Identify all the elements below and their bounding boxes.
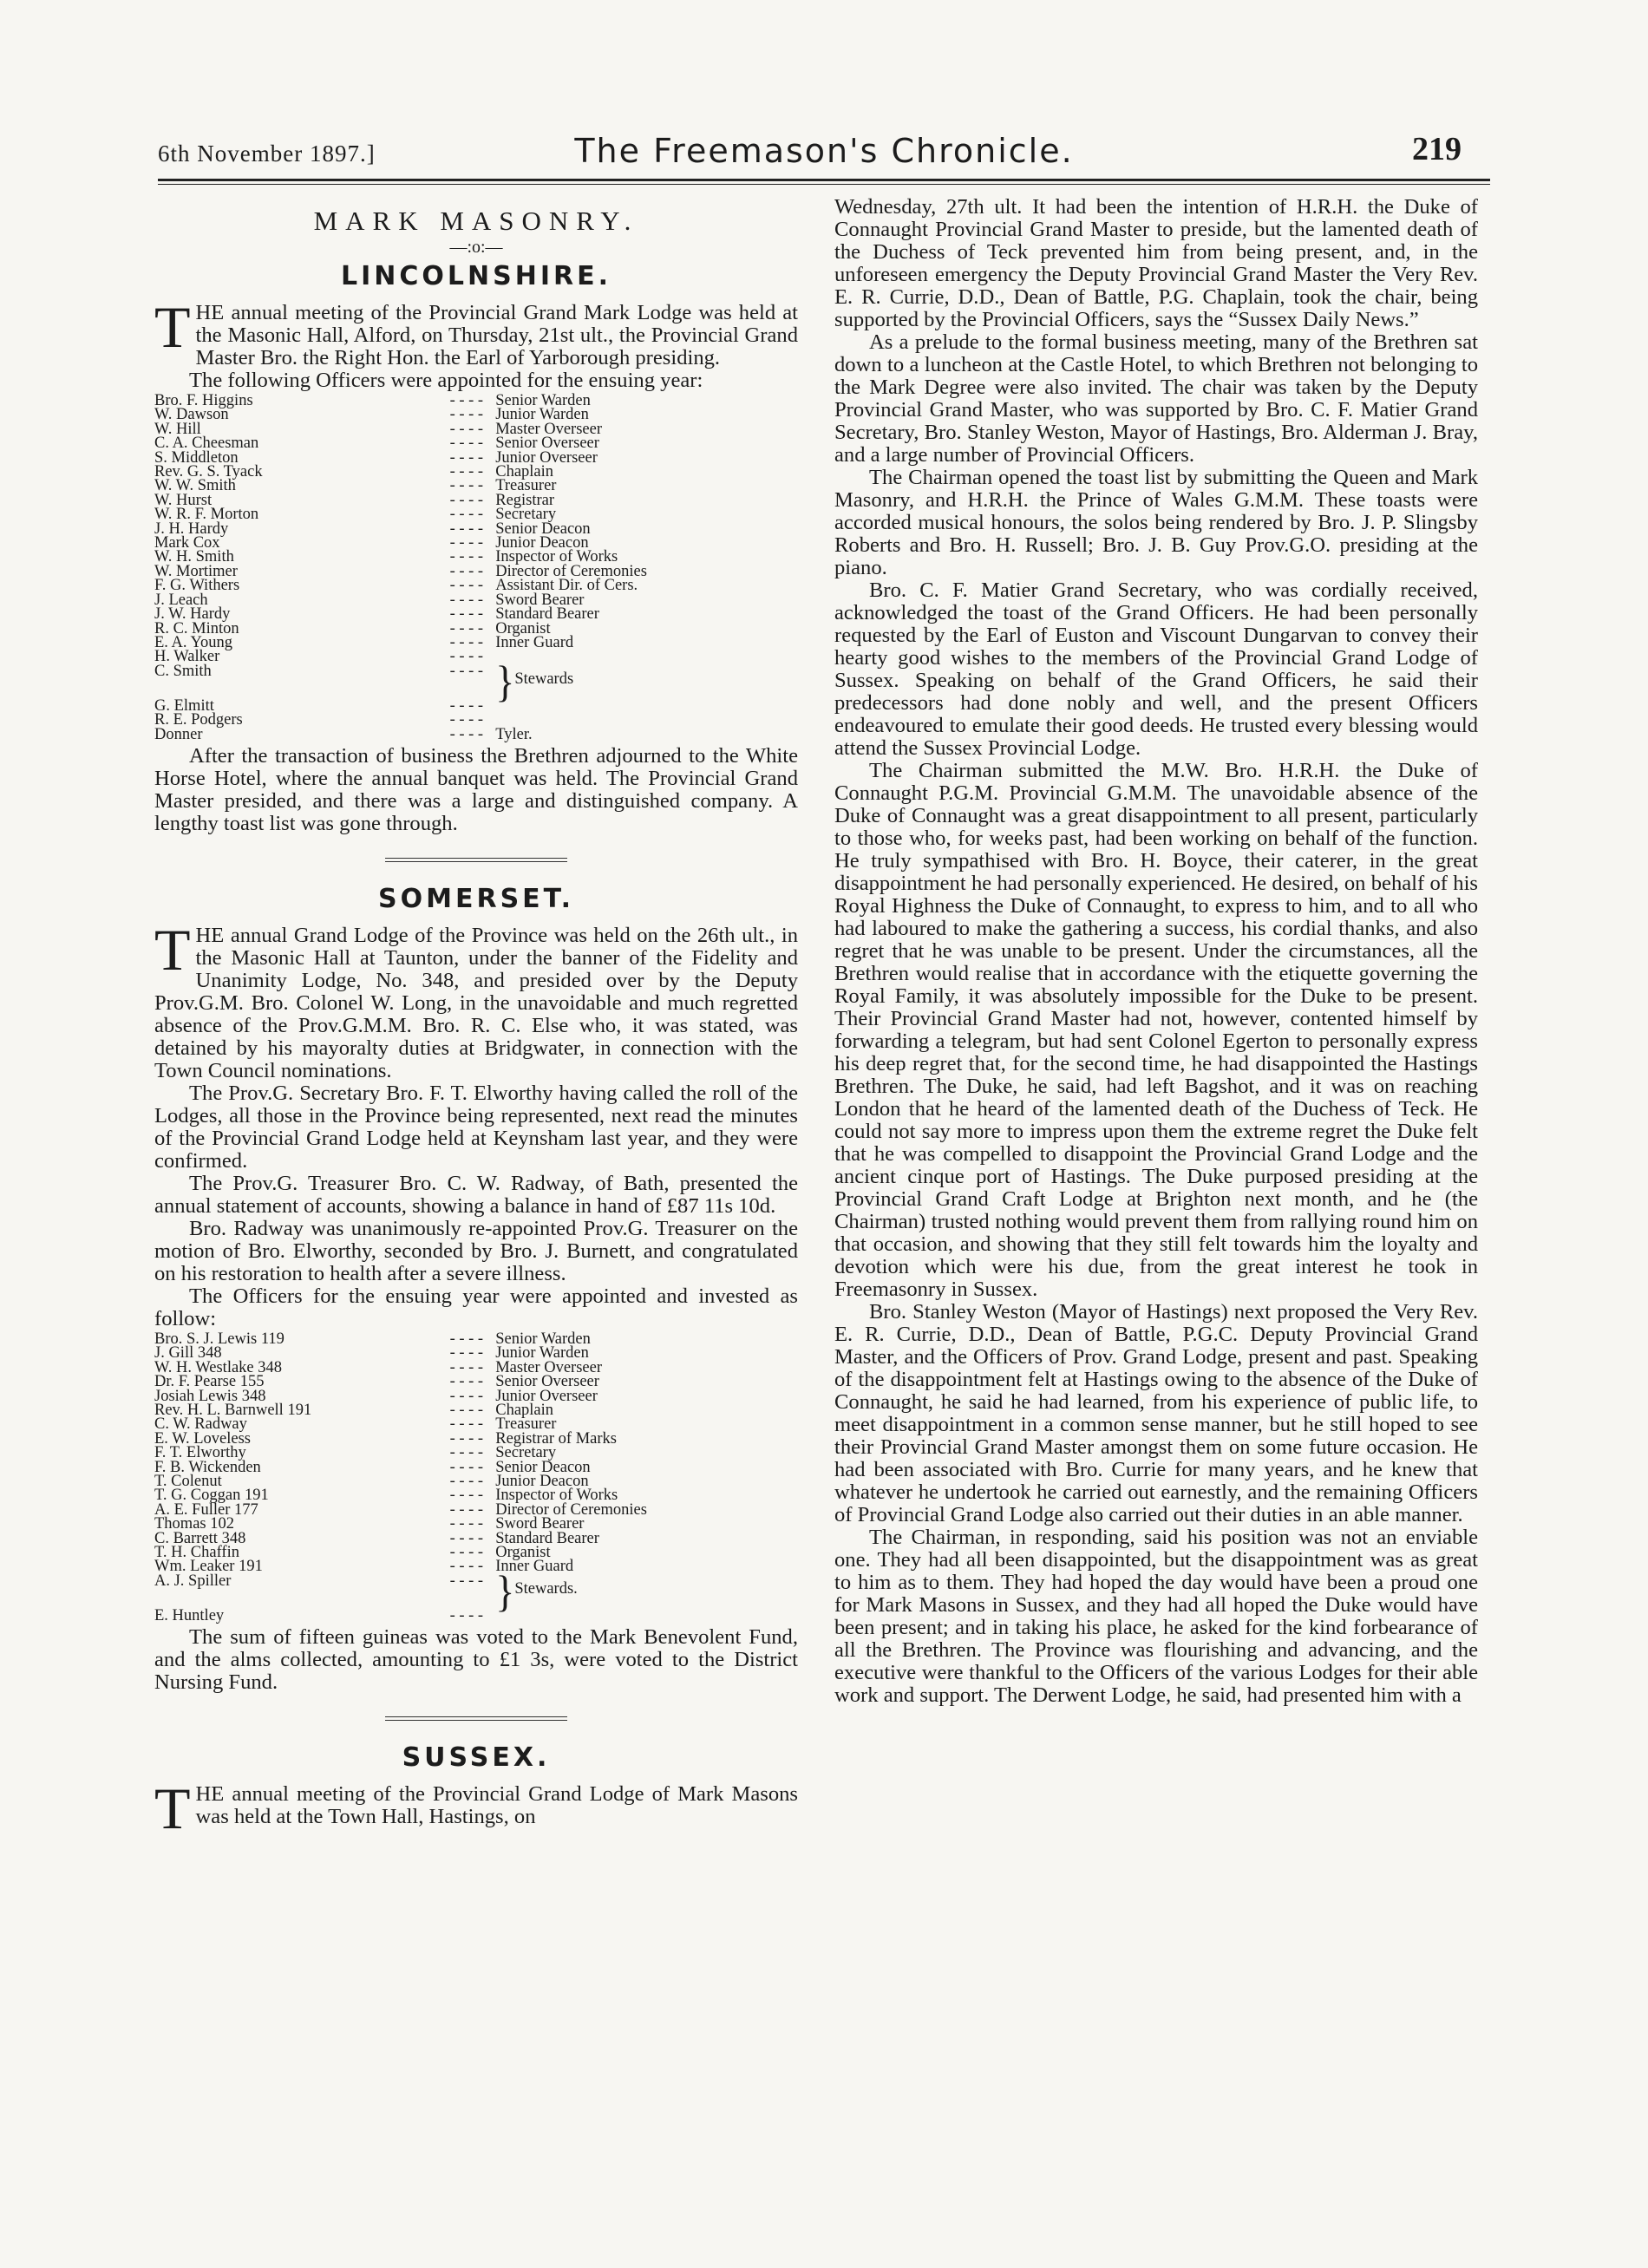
officer-office: Junior Deacon <box>495 1473 589 1490</box>
sussex-para-1-continued: Wednesday, 27th ult. It had been the intention of H.R.H. the Duke of Connaught Provincial Grand Master to preside, but the lamented death of the Duchess of Teck prevented him from being present, and, in the unforeseen emergency the Deputy Provincial Grand Master the Very Rev. E. R. Currie, D.D., Dean of Battle, P.G. Chaplain, took the chair, being supported by the Provincial Officers, says the “Sussex Daily News.” <box>834 195 1478 331</box>
officer-name: E. A. Young <box>154 633 232 651</box>
officer-office: Chaplain <box>495 1401 554 1419</box>
leader-dashes: - - - - <box>449 1444 484 1462</box>
officer-name: Thomas 102 <box>154 1515 234 1533</box>
leader-dashes: - - - - <box>449 520 484 538</box>
officer-name: W. Hurst <box>154 491 213 509</box>
sussex-para-7: The Chairman, in responding, said his position was not an enviable one. They had all been disappointed, but the disappointment was as great to him as to them. They had hoped the day would have been a proud one for Mark Masons in Sussex, and they had all hoped the Duke would have been present; and in taking his place, he asked for the kind forbearance of all the Brethren. The Province was flourishing and advancing, and the executive were thankful to the Officers of the various Lodges for their able work and support. The Derwent Lodge, he said, had presented him with a <box>834 1526 1478 1707</box>
sussex-para-6: Bro. Stanley Weston (Mayor of Hastings) next proposed the Very Rev. E. R. Currie, D.D., Dean of Battle, P.G.C. Deputy Provincial Grand Master, and the Officers of Prov. Grand Lodge, present and past. Speaking of the disappointment felt at Hastings owing to the absence of the Duke of Connaught, he said he had learned, from his experience of public life, to meet disappointment in a common sense manner, but he still hoped to see their Provincial Grand Master amongst them on some future occasion. He had been associated with Bro. Currie for many years, and he knew that whatever he undertook he carried out earnestly, and the remaining Officers of Provincial Grand Lodge also carried out their duties in an able manner. <box>834 1300 1478 1526</box>
leader-dashes: - - - - <box>449 1558 484 1576</box>
sussex-para-4: Bro. C. F. Matier Grand Secretary, who was cordially received, acknowledged the toast of the Grand Officers. He had been personally requested by the Earl of Euston and Viscount Dungarvan to convey their hearty good wishes to the members of the Provincial Grand Lodge of Sussex. Speaking on behalf of the Grand Officers, he said their predecessors had done nobly and well, and the present Officers endeavoured to emulate their good deeds. He trusted every blessing would attend the Sussex Provincial Lodge. <box>834 578 1478 760</box>
drop-cap: T <box>154 1775 191 1842</box>
officer-office: Organist <box>495 619 551 637</box>
officer-name: R. C. Minton <box>154 619 239 637</box>
page-number: 219 <box>1412 131 1462 167</box>
officer-office: Inner Guard <box>495 1558 574 1576</box>
officer-office: Junior Overseer <box>495 1387 598 1405</box>
leader-dashes: - - - - <box>449 725 484 743</box>
officer-name: J. H. Hardy <box>154 520 229 538</box>
officer-name: T. H. Chaffin <box>154 1544 239 1562</box>
officer-name: F. B. Wickenden <box>154 1458 261 1476</box>
officer-name: W. Dawson <box>154 406 229 424</box>
officer-row <box>154 728 798 742</box>
officer-office: Registrar of Marks <box>495 1429 617 1448</box>
leader-dashes: - - - - <box>449 605 484 624</box>
leader-dashes: - - - - <box>449 534 484 552</box>
officer-office: Junior Warden <box>495 406 589 424</box>
leader-dashes: - - - - <box>449 420 484 438</box>
officer-office: Treasurer <box>495 1415 557 1434</box>
issue-date: 6th November 1897.] <box>158 141 376 167</box>
leader-dashes: - - - - <box>449 648 484 666</box>
officer-office: Registrar <box>495 491 555 509</box>
heading-somerset: SOMERSET. <box>378 883 574 914</box>
leader-dashes: - - - - <box>449 577 484 595</box>
officer-name: T. G. Coggan 191 <box>154 1487 269 1505</box>
officer-office: Standard Bearer <box>495 605 599 624</box>
lincolnshire-officers-list <box>154 394 798 742</box>
stewards-label: Stewards <box>514 670 574 688</box>
sussex-para-2: As a prelude to the formal business meeting, many of the Brethren sat down to a luncheon at the Castle Hotel, to which Brethren not belonging to the Mark Degree were also invited. The chair was taken by the Deputy Provincial Grand Master, who was supported by Bro. C. F. Matier Grand Secretary, Bro. Stanley Weston, Mayor of Hastings, Bro. Alderman J. Bray, and a large number of Provincial Officers. <box>834 330 1478 467</box>
leader-dashes: - - - - <box>449 1515 484 1533</box>
officer-office: Senior Warden <box>495 1330 591 1348</box>
steward-office <box>495 657 798 706</box>
steward-name: H. Walker <box>154 648 220 666</box>
officer-office: Secretary <box>495 506 557 524</box>
drop-cap: T <box>154 916 191 983</box>
officer-office: Junior Warden <box>495 1344 589 1363</box>
officer-name: W. Mortimer <box>154 562 238 580</box>
heading-sussex: SUSSEX. <box>402 1742 551 1774</box>
officer-name: J. Leach <box>154 591 208 609</box>
left-column <box>154 196 798 1842</box>
officer-name: W. H. Westlake 348 <box>154 1358 283 1376</box>
leader-dashes: - - - - <box>449 1529 484 1547</box>
officer-office: Chaplain <box>495 463 554 481</box>
heading-lincolnshire: LINCOLNSHIRE. <box>341 261 611 291</box>
leader-dashes: - - - - <box>449 1473 484 1490</box>
officer-name: Bro. F. Higgins <box>154 392 253 409</box>
officer-name: C. W. Radway <box>154 1415 247 1434</box>
officer-office: Secretary <box>495 1444 557 1462</box>
right-column <box>834 196 1478 1707</box>
leader-dashes: - - - - <box>449 1373 484 1391</box>
steward-name: C. Smith <box>154 662 212 680</box>
steward-row <box>154 1574 798 1609</box>
leader-dashes: - - - - <box>449 562 484 580</box>
officer-name: Josiah Lewis 348 <box>154 1387 266 1405</box>
officer-name: J. Gill 348 <box>154 1344 222 1363</box>
officer-name: W. W. Smith <box>154 477 236 495</box>
officer-name: Bro. S. J. Lewis 119 <box>154 1330 284 1348</box>
somerset-para-4: Bro. Radway was unanimously re-appointed Prov.G. Treasurer on the motion of Bro. Elworthy, seconded by Bro. J. Burnett, and congratulated on his restoration to health after a severe illness. <box>154 1216 798 1285</box>
officer-office: Inner Guard <box>495 633 574 651</box>
sussex-para-5: The Chairman submitted the M.W. Bro. H.R.H. the Duke of Connaught P.G.M. Provincial G.M.M. The unavoidable absence of the Duke of Connaught was a great disappointment to all present, particularly to those who, for weeks past, had been working on behalf of the function. He truly sympathised with Bro. H. Boyce, their caterer, in the great disappointment he had personally experienced. He desired, on behalf of his Royal Highness the Duke of Connaught, to express to him, and to all who had laboured to make the gathering a success, his cordial thanks, and also regret that he was unable to be present. Under the circumstances, all the Brethren would realise that in accordance with the etiquette governing the Royal Family, it was absolutely impossible for the Duke to be present. Their Provincial Grand Master had not, however, contented himself by forwarding a telegram, but had sent Colonel Egerton to personally express his deep regret that, for the second time, he had disappointed the Hastings Brethren. The Duke, he said, had left Bagshot, and it was on reaching London that he heard of the lamented death of the Duchess of Teck. He could not say more to impress upon them the extreme regret the Duke felt that he was compelled to disappoint the Provincial Grand Lodge and the ancient cinque port of Hastings. The Duke purposed presiding at the Provincial Grand Craft Lodge at Brighton next month, and he (the Chairman) trusted nothing would prevent them from rallying round him on that occasion, and showing that they still felt towards him the loyalty and devotion which were his due, from the great interest he took in Freemasonry in Sussex. <box>834 759 1478 1301</box>
somerset-para-3: The Prov.G. Treasurer Bro. C. W. Radway, of Bath, presented the annual statement of accounts, showing a balance in hand of £87 11s 10d. <box>154 1171 798 1218</box>
somerset-para-5: The Officers for the ensuing year were appointed and invested as follow: <box>154 1284 798 1330</box>
officer-office: Sword Bearer <box>495 591 585 609</box>
officer-office: Tyler. <box>495 725 533 743</box>
leader-dashes: - - - - <box>449 548 484 566</box>
officer-name: Wm. Leaker 191 <box>154 1558 263 1576</box>
masthead-title: The Freemason's Chronicle. <box>574 132 1074 170</box>
officer-office: Inspector of Works <box>495 1487 618 1505</box>
leader-dashes: - - - - <box>449 1429 484 1448</box>
officer-name: F. G. Withers <box>154 577 240 595</box>
somerset-para-2: The Prov.G. Secretary Bro. F. T. Elworthy having called the roll of the Lodges, all those in the Province being represented, next read the minutes of the Provincial Grand Lodge held at Keynsham last year, and they were confirmed. <box>154 1081 798 1173</box>
steward-row <box>154 1609 798 1623</box>
leader-dashes: - - - - <box>449 633 484 651</box>
leader-dashes: - - - - <box>449 1487 484 1505</box>
steward-row <box>154 664 798 699</box>
steward-office <box>495 699 798 713</box>
leader-dashes: - - - - <box>449 477 484 495</box>
officer-office: Organist <box>495 1544 551 1562</box>
officer-name: Rev. G. S. Tyack <box>154 463 263 481</box>
officer-name: W. H. Smith <box>154 548 234 566</box>
sussex-para-1: THE annual meeting of the Provincial Grand Lodge of Mark Masons was held at the Town Hall, Hastings, on <box>154 1775 798 1842</box>
officer-name: S. Middleton <box>154 448 239 467</box>
leader-dashes: - - - - <box>449 1572 484 1590</box>
lincolnshire-para-3: After the transaction of business the Brethren adjourned to the White Horse Hotel, where the annual banquet was held. The Provincial Grand Master presided, and there was a large and distinguished company. A lengthy toast list was gone through. <box>154 743 798 835</box>
leader-dashes: - - - - <box>449 1606 484 1624</box>
officer-office: Standard Bearer <box>495 1529 599 1547</box>
leader-dashes: - - - - <box>449 1458 484 1476</box>
brace-icon: } <box>495 1566 515 1616</box>
steward-name: R. E. Podgers <box>154 711 243 729</box>
officer-name: W. R. F. Morton <box>154 506 259 524</box>
officer-office: Senior Deacon <box>495 1458 591 1476</box>
leader-dashes: - - - - <box>449 1401 484 1419</box>
leader-dashes: - - - - <box>449 1415 484 1434</box>
officer-name: W. Hill <box>154 420 201 438</box>
leader-dashes: - - - - <box>449 619 484 637</box>
officer-office: Director of Ceremonies <box>495 562 647 580</box>
leader-dashes: - - - - <box>449 1387 484 1405</box>
officer-office: Senior Deacon <box>495 520 591 538</box>
steward-name: G. Elmitt <box>154 696 214 715</box>
leader-dashes: - - - - <box>449 591 484 609</box>
lincolnshire-para-1: THE annual meeting of the Provincial Grand Mark Lodge was held at the Masonic Hall, Alford, on Thursday, 21st ult., the Provincial Grand Master Bro. the Right Hon. the Earl of Yarborough presiding. <box>154 294 798 369</box>
officer-name: F. T. Elworthy <box>154 1444 246 1462</box>
lincolnshire-para-2: The following Officers were appointed for the ensuing year: <box>189 369 703 392</box>
officer-office: Sword Bearer <box>495 1515 585 1533</box>
officer-name: C. Barrett 348 <box>154 1529 246 1547</box>
somerset-para-6: The sum of fifteen guineas was voted to the Mark Benevolent Fund, and the alms collected, amounting to £1 3s, were voted to the District Nursing Fund. <box>154 1625 798 1695</box>
leader-dashes: - - - - <box>449 448 484 467</box>
steward-office <box>495 650 798 663</box>
leader-dashes: - - - - <box>449 435 484 453</box>
officer-office: Master Overseer <box>495 420 602 438</box>
officer-office: Master Overseer <box>495 1358 602 1376</box>
officer-name: Dr. F. Pearse 155 <box>154 1373 265 1391</box>
leader-dashes: - - - - <box>449 506 484 524</box>
officer-name: C. A. Cheesman <box>154 435 259 453</box>
leader-dashes: - - - - <box>449 392 484 409</box>
officer-office: Junior Overseer <box>495 448 598 467</box>
officer-name: J. W. Hardy <box>154 605 231 624</box>
leader-dashes: - - - - <box>449 711 484 729</box>
leader-dashes: - - - - <box>449 463 484 481</box>
section-title-mark-masonry: MARK MASONRY. <box>313 206 639 236</box>
steward-name: A. J. Spiller <box>154 1572 232 1590</box>
officer-office: Assistant Dir. of Cers. <box>495 577 638 595</box>
steward-office <box>495 713 798 727</box>
officer-office: Junior Deacon <box>495 534 589 552</box>
officer-office: Senior Overseer <box>495 435 599 453</box>
officer-office: Inspector of Works <box>495 548 618 566</box>
leader-dashes: - - - - <box>449 1500 484 1519</box>
somerset-officers-list <box>154 1332 798 1623</box>
leader-dashes: - - - - <box>449 1358 484 1376</box>
officer-name: Mark Cox <box>154 534 220 552</box>
title-ornament: —:o:— <box>449 238 503 257</box>
somerset-para-1: THE annual Grand Lodge of the Province was held on the 26th ult., in the Masonic Hall at Taunton, under the banner of the Fidelity and Unanimity Lodge, No. 348, and presided over by the Deputy Prov.G.M. Bro. Colonel W. Long, in the unavoidable and much regretted absence of the Prov.G.M.M. Bro. R. C. Else who, it was stated, was detained by his mayoralty duties at Bridgwater, in connection with the Town Council nominations. <box>154 916 798 1082</box>
leader-dashes: - - - - <box>449 1344 484 1363</box>
section-divider <box>385 1716 567 1721</box>
officer-name: T. Colenut <box>154 1473 222 1490</box>
officer-office: Director of Ceremonies <box>495 1500 647 1519</box>
section-divider <box>385 858 567 862</box>
leader-dashes: - - - - <box>449 491 484 509</box>
officer-name: Rev. H. L. Barnwell 191 <box>154 1401 312 1419</box>
steward-name: E. Huntley <box>154 1606 225 1624</box>
officer-office: Senior Overseer <box>495 1373 599 1391</box>
officer-office: Senior Warden <box>495 392 591 409</box>
stewards-label: Stewards. <box>514 1580 578 1598</box>
officer-office: Treasurer <box>495 477 557 495</box>
leader-dashes: - - - - <box>449 662 484 680</box>
officer-name: Donner <box>154 725 203 743</box>
steward-office <box>495 1609 798 1623</box>
brace-icon: } <box>495 657 515 706</box>
leader-dashes: - - - - <box>449 406 484 424</box>
officer-name: A. E. Fuller 177 <box>154 1500 258 1519</box>
officer-name: E. W. Loveless <box>154 1429 251 1448</box>
leader-dashes: - - - - <box>449 1544 484 1562</box>
sussex-para-3: The Chairman opened the toast list by submitting the Queen and Mark Masonry, and H.R.H. the Prince of Wales G.M.M. These toasts were accorded musical honours, the solos being rendered by Bro. J. P. Slingsby Roberts and Bro. H. Russell; Bro. J. B. Guy Prov.G.O. presiding at the piano. <box>834 466 1478 579</box>
leader-dashes: - - - - <box>449 696 484 715</box>
drop-cap: T <box>154 294 191 360</box>
header-rule <box>158 179 1490 185</box>
leader-dashes: - - - - <box>449 1330 484 1348</box>
